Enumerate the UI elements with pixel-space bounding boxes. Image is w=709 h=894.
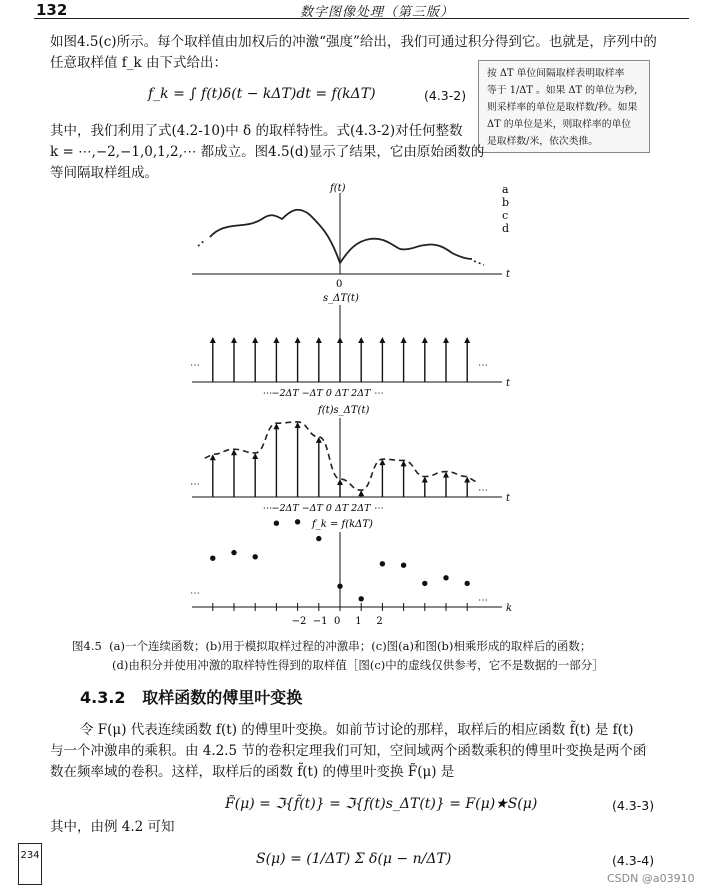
equation-number-4-3-2: (4.3-2): [424, 88, 467, 103]
impulse-arrow-head: [337, 337, 343, 343]
section-title: 取样函数的傅里叶变换: [142, 688, 303, 707]
panel-b-ellipsis-right: ⋯: [478, 360, 488, 371]
panel-letter-b: b: [502, 196, 510, 209]
paragraph-2-line-1: 其中，我们利用了式(4.2-10)中 δ 的取样特性。式(4.3-2)对任何整数: [50, 123, 463, 139]
panel-c-ticks: ⋯−2ΔT −ΔT 0 ΔT 2ΔT ⋯: [262, 503, 383, 514]
impulse-arrow-head: [210, 337, 216, 343]
panel-a-xlabel: t: [506, 269, 511, 280]
paragraph-3-line-2: 与一个冲激串的乘积。由 4.2.5 节的卷积定理我们可知，空间域两个函数乘积的傅里叶变换是两个函: [50, 743, 647, 759]
k-tick-label: −2: [291, 616, 307, 627]
section-heading: [80, 685, 302, 708]
weighted-impulse-arrow-head: [252, 453, 258, 459]
weighted-impulse-arrow-head: [464, 477, 470, 483]
paragraph-4: 其中，由例 4.2 可知: [50, 819, 175, 835]
page-number: 132: [36, 1, 68, 19]
sample-dot: [295, 519, 300, 524]
k-tick-label: 2: [376, 616, 383, 627]
equation-4-3-3: F̃(μ) = ℑ{f̃(t)} = ℑ{f(t)s_ΔT(t)} = F(μ)★S(μ): [225, 796, 538, 812]
sample-dot: [274, 521, 279, 526]
side-note-line: 则采样率的单位是取样数/秒。如果: [487, 102, 638, 113]
impulse-arrow-head: [295, 337, 301, 343]
panel-c-ellipsis-left: ⋯: [190, 479, 200, 490]
panel-d-xlabel: k: [506, 603, 513, 614]
sample-dot: [401, 563, 406, 568]
impulse-arrow-head: [379, 337, 385, 343]
paragraph-2-line-2: k = ⋯,−2,−1,0,1,2,⋯ 都成立。图4.5(d)显示了结果，它由原始函数的: [50, 144, 485, 160]
paragraph-3-line-3: 数在频率域的卷积。这样，取样后的函数 f̃(t) 的傅里叶变换 F̃(μ) 是: [50, 764, 455, 780]
panel-letter-a: a: [502, 183, 509, 196]
panel-letter-d: d: [502, 222, 510, 235]
panel-a-curve-right-tail: [474, 261, 484, 265]
figure-caption-line-1: [72, 637, 591, 656]
panel-d-ellipsis-right: ⋯: [478, 595, 488, 606]
paragraph-1-line-1: 如图4.5(c)所示。每个取样值由加权后的冲激“强度”给出，我们可通过积分得到它。也就是，序列中的: [50, 34, 657, 50]
weighted-impulse-arrow-head: [273, 423, 279, 429]
weighted-impulse-arrow-head: [422, 477, 428, 483]
k-tick-label: 1: [355, 616, 362, 627]
impulse-arrow-head: [358, 337, 364, 343]
figure-caption-line-2: (d)由积分并使用冲激的取样特性得到的取样值［图(c)中的虚线仅供参考，它不是数据的一部分］: [112, 658, 604, 672]
panel-b: [190, 293, 511, 399]
panel-b-ticks: ⋯−2ΔT −ΔT 0 ΔT 2ΔT ⋯: [262, 388, 383, 399]
impulse-arrow-head: [464, 337, 470, 343]
paragraph-2-line-3: 等间隔取样组成。: [50, 165, 158, 181]
impulse-arrow-head: [273, 337, 279, 343]
panel-c-xlabel: t: [506, 493, 511, 504]
page-number-box: 234: [18, 843, 42, 885]
sample-dot: [210, 556, 215, 561]
sample-dot: [316, 536, 321, 541]
equation-number-4-3-3: (4.3-3): [612, 798, 655, 813]
panel-a-ylabel: f(t): [330, 183, 346, 194]
weighted-impulse-arrow-head: [443, 472, 449, 478]
running-title: 数字图像处理（第三版）: [300, 5, 455, 20]
panel-d-ellipsis-left: ⋯: [190, 588, 200, 599]
panel-a-curve: [210, 210, 472, 263]
k-tick-label: 0: [334, 616, 341, 627]
equation-4-3-2: f_k = ∫ f(t)δ(t − kΔT)dt = f(kΔT): [148, 86, 376, 102]
weighted-impulse-arrow-head: [210, 454, 216, 460]
caption-label: 图4.5: [72, 639, 102, 653]
side-note-line: 等于 1/ΔT 。如果 ΔT 的单位为秒,: [487, 85, 638, 96]
side-note-line: 按 ΔT 单位间隔取样表明取样率: [487, 68, 625, 79]
side-note-line: ΔT 的单位是米，则取样率的单位: [487, 119, 632, 130]
paragraph-1-line-2: 任意取样值 f_k 由下式给出：: [50, 55, 228, 71]
panel-c-ellipsis-right: ⋯: [478, 485, 488, 496]
section-number: 4.3.2: [80, 688, 126, 707]
impulse-arrow-head: [422, 337, 428, 343]
weighted-impulse-arrow-head: [231, 449, 237, 455]
panel-b-ylabel: s_ΔT(t): [323, 293, 359, 304]
sample-dot: [465, 581, 470, 586]
impulse-train: [210, 337, 470, 382]
impulse-arrow-head: [443, 337, 449, 343]
paragraph-3-line-1: 令 F(μ) 代表连续函数 f(t) 的傅里叶变换。如前节讨论的那样，取样后的相应函数 f̃(t) 是 f(t): [80, 722, 634, 738]
side-note-line: 是取样数/米，依次类推。: [487, 136, 599, 147]
panel-b-xlabel: t: [506, 378, 511, 389]
weighted-impulse-arrow-head: [358, 490, 364, 496]
sample-dot: [380, 561, 385, 566]
impulse-arrow-head: [401, 337, 407, 343]
panel-d-ylabel: f_k = f(kΔT): [312, 519, 373, 530]
equation-4-3-4: S(μ) = (1/ΔT) Σ δ(μ − n/ΔT): [256, 851, 452, 867]
panel-letter-c: c: [502, 209, 509, 222]
panel-a: [192, 183, 511, 290]
panel-c: [190, 405, 511, 514]
panel-c-dashed-envelope: [205, 422, 477, 490]
impulse-arrow-head: [316, 337, 322, 343]
sample-dot: [359, 596, 364, 601]
panel-d: [190, 519, 512, 627]
sample-dot: [253, 554, 258, 559]
panel-a-curve-left-tail: [198, 241, 204, 246]
panel-c-ylabel: f(t)s_ΔT(t): [318, 405, 370, 416]
k-tick-label: −1: [312, 616, 328, 627]
side-note: [478, 60, 650, 153]
sample-dot: [337, 584, 342, 589]
impulse-arrow-head: [231, 337, 237, 343]
equation-number-4-3-4: (4.3-4): [612, 853, 655, 868]
sample-dot: [443, 575, 448, 580]
watermark: CSDN @a03910: [607, 872, 695, 885]
panel-a-origin: 0: [336, 279, 343, 290]
panel-b-ellipsis-left: ⋯: [190, 360, 200, 371]
impulse-arrow-head: [252, 337, 258, 343]
weighted-impulse-arrow-head: [401, 460, 407, 466]
figure-4-5: [0, 175, 709, 630]
sample-dot: [231, 550, 236, 555]
sample-dot: [422, 581, 427, 586]
caption-text: (a)一个连续函数；(b)用于模拟取样过程的冲激串；(c)图(a)和图(b)相乘形成的取样后的函数；: [109, 639, 592, 653]
